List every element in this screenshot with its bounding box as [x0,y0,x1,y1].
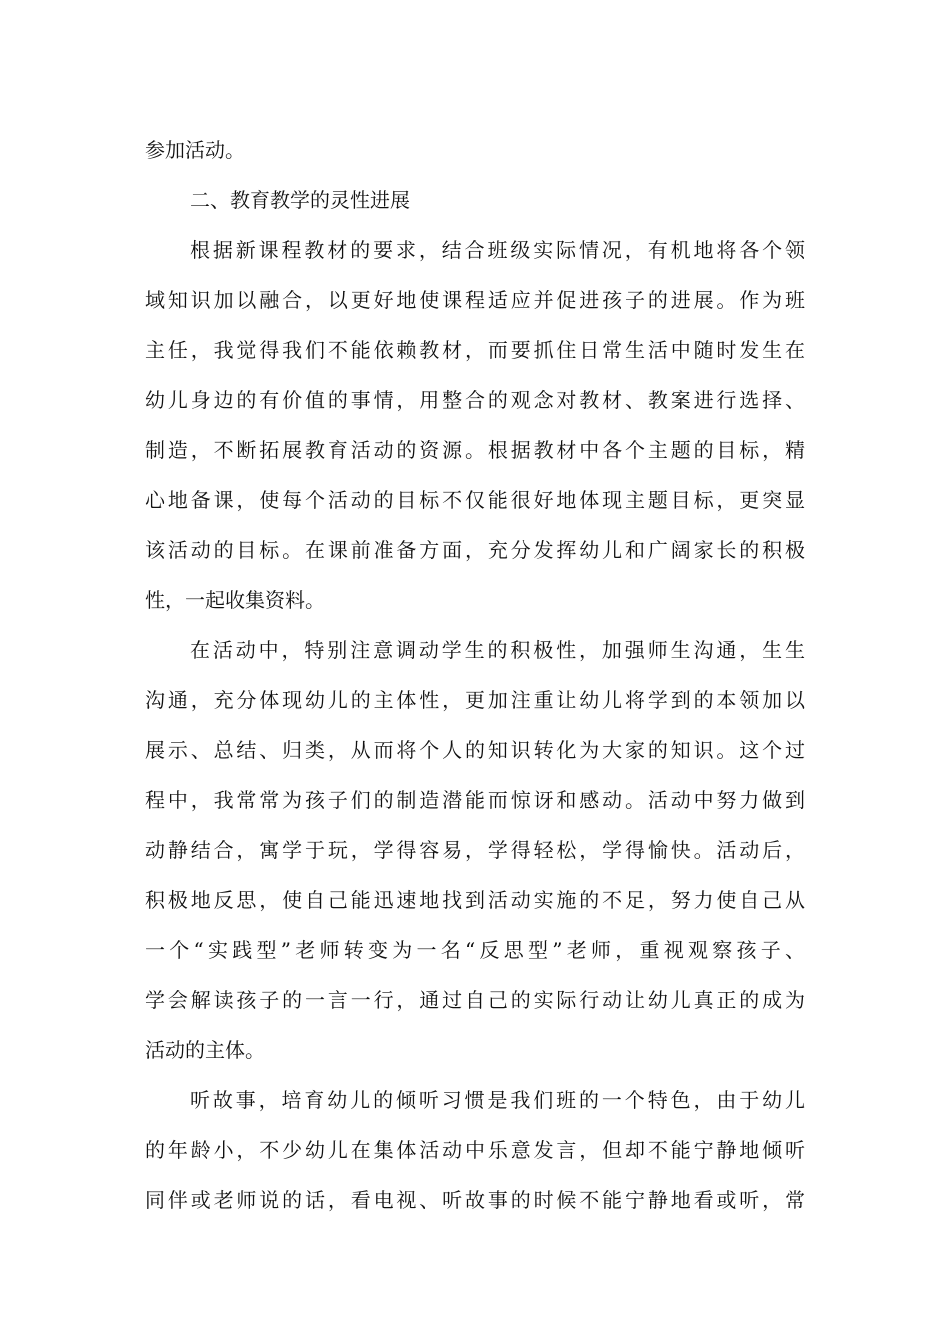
text-line: 展示、总结、归类，从而将个人的知识转化为大家的知识。这个过 [145,738,805,762]
text-line: 参加活动。 [145,138,245,162]
text-line: 性，一起收集资料。 [145,588,325,612]
text-line: 该活动的目标。在课前准备方面，充分发挥幼儿和广阔家长的积极 [145,538,805,562]
text-line: 心地备课，使每个活动的目标不仅能很好地体现主题目标，更突显 [145,488,805,512]
text-line: 同伴或老师说的话，看电视、听故事的时候不能宁静地看或听，常 [145,1188,805,1212]
text-line: 制造，不断拓展教育活动的资源。根据教材中各个主题的目标，精 [145,438,805,462]
text-line: 学会解读孩子的一言一行，通过自己的实际行动让幼儿真正的成为 [145,988,805,1012]
section-heading: 二、教育教学的灵性进展 [190,188,410,212]
text-line: 在活动中，特别注意调动学生的积极性，加强师生沟通，生生 [190,638,805,662]
text-line: 幼儿身边的有价值的事情，用整合的观念对教材、教案进行选择、 [145,388,805,412]
text-line: 沟通，充分体现幼儿的主体性，更加注重让幼儿将学到的本领加以 [145,688,805,712]
text-line: 听故事，培育幼儿的倾听习惯是我们班的一个特色，由于幼儿 [190,1088,805,1112]
text-line: 一个“实践型”老师转变为一名“反思型”老师，重视观察孩子、 [145,938,805,962]
text-line: 根据新课程教材的要求，结合班级实际情况，有机地将各个领 [190,238,805,262]
text-line: 域知识加以融合，以更好地使课程适应并促进孩子的进展。作为班 [145,288,805,312]
text-line: 程中，我常常为孩子们的制造潜能而惊讶和感动。活动中努力做到 [145,788,805,812]
text-line: 活动的主体。 [145,1038,265,1062]
text-line: 主任，我觉得我们不能依赖教材，而要抓住日常生活中随时发生在 [145,338,805,362]
text-line: 的年龄小，不少幼儿在集体活动中乐意发言，但却不能宁静地倾听 [145,1138,805,1162]
text-line: 动静结合，寓学于玩，学得容易，学得轻松，学得愉快。活动后， [145,838,805,862]
text-line: 积极地反思，使自己能迅速地找到活动实施的不足，努力使自己从 [145,888,805,912]
